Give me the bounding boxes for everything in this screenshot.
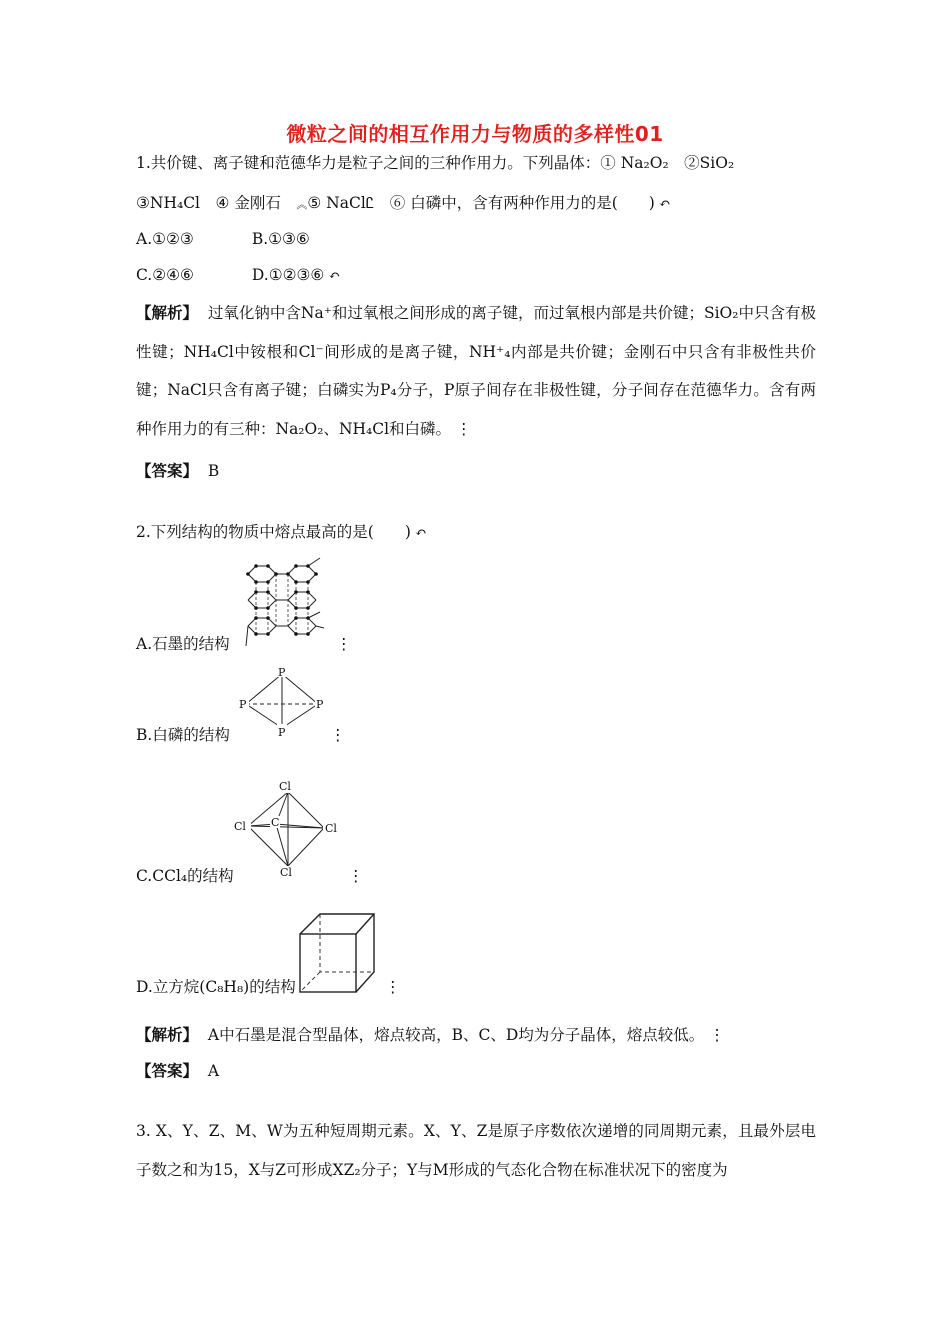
q1-answer-label: 【答案】 (136, 462, 199, 480)
q2-option-d: D.立方烷(C₈H₈)的结构 (136, 978, 296, 996)
q1-stem-line2-a: ③NH₄Cl ④ 金刚石 (136, 194, 297, 212)
q1-option-c: C.②④⑥ (136, 266, 194, 284)
graphite-structure-figure (242, 552, 327, 648)
q2-answer-label: 【答案】 (136, 1062, 199, 1080)
dots-icon: ⋮ (456, 419, 472, 438)
q1-answer-value: B (207, 462, 220, 480)
cl-atom-label: Cl (234, 820, 246, 833)
q2-option-c: C.CCl₄的结构 (136, 867, 234, 885)
p-atom-label: P (278, 726, 286, 738)
c-atom-label: C (271, 816, 280, 829)
cursor-icon: Ꮭ (365, 194, 375, 212)
q2-stem (136, 521, 427, 544)
q1-analysis-text: 过氧化钠中含Na⁺和过氧根之间形成的离子键，而过氧根内部是共价键；SiO₂中只含有极性键；NH₄Cl中铵根和Cl⁻间形成的是离子键，NH⁺₄内部是共价键；金刚石中只含有非极性共价键；NaCl只含有离子键；白磷实为P₄分子，P原子间存在非极性键，分子间存在范德华力。含有两种作用力的有三种：Na₂O₂、NH₄Cl和白磷。 (136, 304, 816, 438)
p-atom-label: P (239, 698, 247, 711)
q2-analysis (136, 1024, 725, 1046)
mark-icon: ↶ (658, 196, 671, 212)
q1-option-d: D.①②③⑥ (251, 266, 325, 284)
q1-stem-line2 (136, 192, 671, 216)
dots-icon: ⋮ (385, 978, 401, 996)
q2-answer-value: A (207, 1062, 220, 1080)
white-phosphorus-structure-figure (234, 662, 330, 738)
p-atom-label: P (316, 698, 324, 711)
dots-icon: ⋮ (709, 1026, 725, 1044)
dots-icon: ⋮ (348, 867, 364, 885)
cl-atom-label: Cl (280, 866, 292, 879)
dots-icon: ⋮ (336, 635, 352, 653)
mark-icon: ↶ (414, 525, 427, 541)
caret-icon: ︽ (296, 198, 308, 211)
q1-answer (136, 460, 219, 482)
mark-icon: ↶ (328, 268, 341, 284)
cl-atom-label: Cl (325, 822, 337, 835)
q1-option-b: B.①③⑥ (251, 230, 310, 248)
cl-atom-label: Cl (279, 780, 291, 793)
q1-analysis-label: 【解析】 (136, 304, 199, 322)
q2-option-a: A.石墨的结构 (136, 635, 230, 653)
p-atom-label: P (278, 666, 286, 679)
q1-options-cd (136, 264, 340, 287)
q1-analysis (136, 294, 816, 448)
q1-options-ab (136, 228, 310, 250)
q2-answer (136, 1060, 219, 1082)
q1-stem-line2-b: ⑤ NaCl (307, 194, 366, 212)
q1-option-a: A.①②③ (136, 230, 194, 248)
dots-icon: ⋮ (330, 726, 346, 744)
q1-stem-line2-c: ⑥ 白磷中，含有两种作用力的是( ) (374, 194, 655, 212)
q2-stem-text: 2.下列结构的物质中熔点最高的是( ) (136, 523, 411, 541)
ccl4-structure-figure (232, 774, 344, 882)
q2-option-b: B.白磷的结构 (136, 726, 230, 744)
page-title: 微粒之间的相互作用力与物质的多样性01 (286, 122, 664, 146)
q2-analysis-text: A中石墨是混合型晶体，熔点较高，B、C、D均为分子晶体，熔点较低。 (207, 1026, 705, 1044)
q3-stem: 3. X、Y、Z、M、W为五种短周期元素。X、Y、Z是原子序数依次递增的同周期元素，且最外层电子数之和为15，X与Z可形成XZ₂分子；Y与M形成的气态化合物在标准状况下的密度为 (136, 1122, 816, 1179)
cubane-structure-figure (294, 910, 384, 996)
q2-analysis-label: 【解析】 (136, 1026, 199, 1044)
q1-stem-line1: 1.共价键、离子键和范德华力是粒子之间的三种作用力。下列晶体：① Na₂O₂ ②SiO₂ (136, 154, 735, 172)
